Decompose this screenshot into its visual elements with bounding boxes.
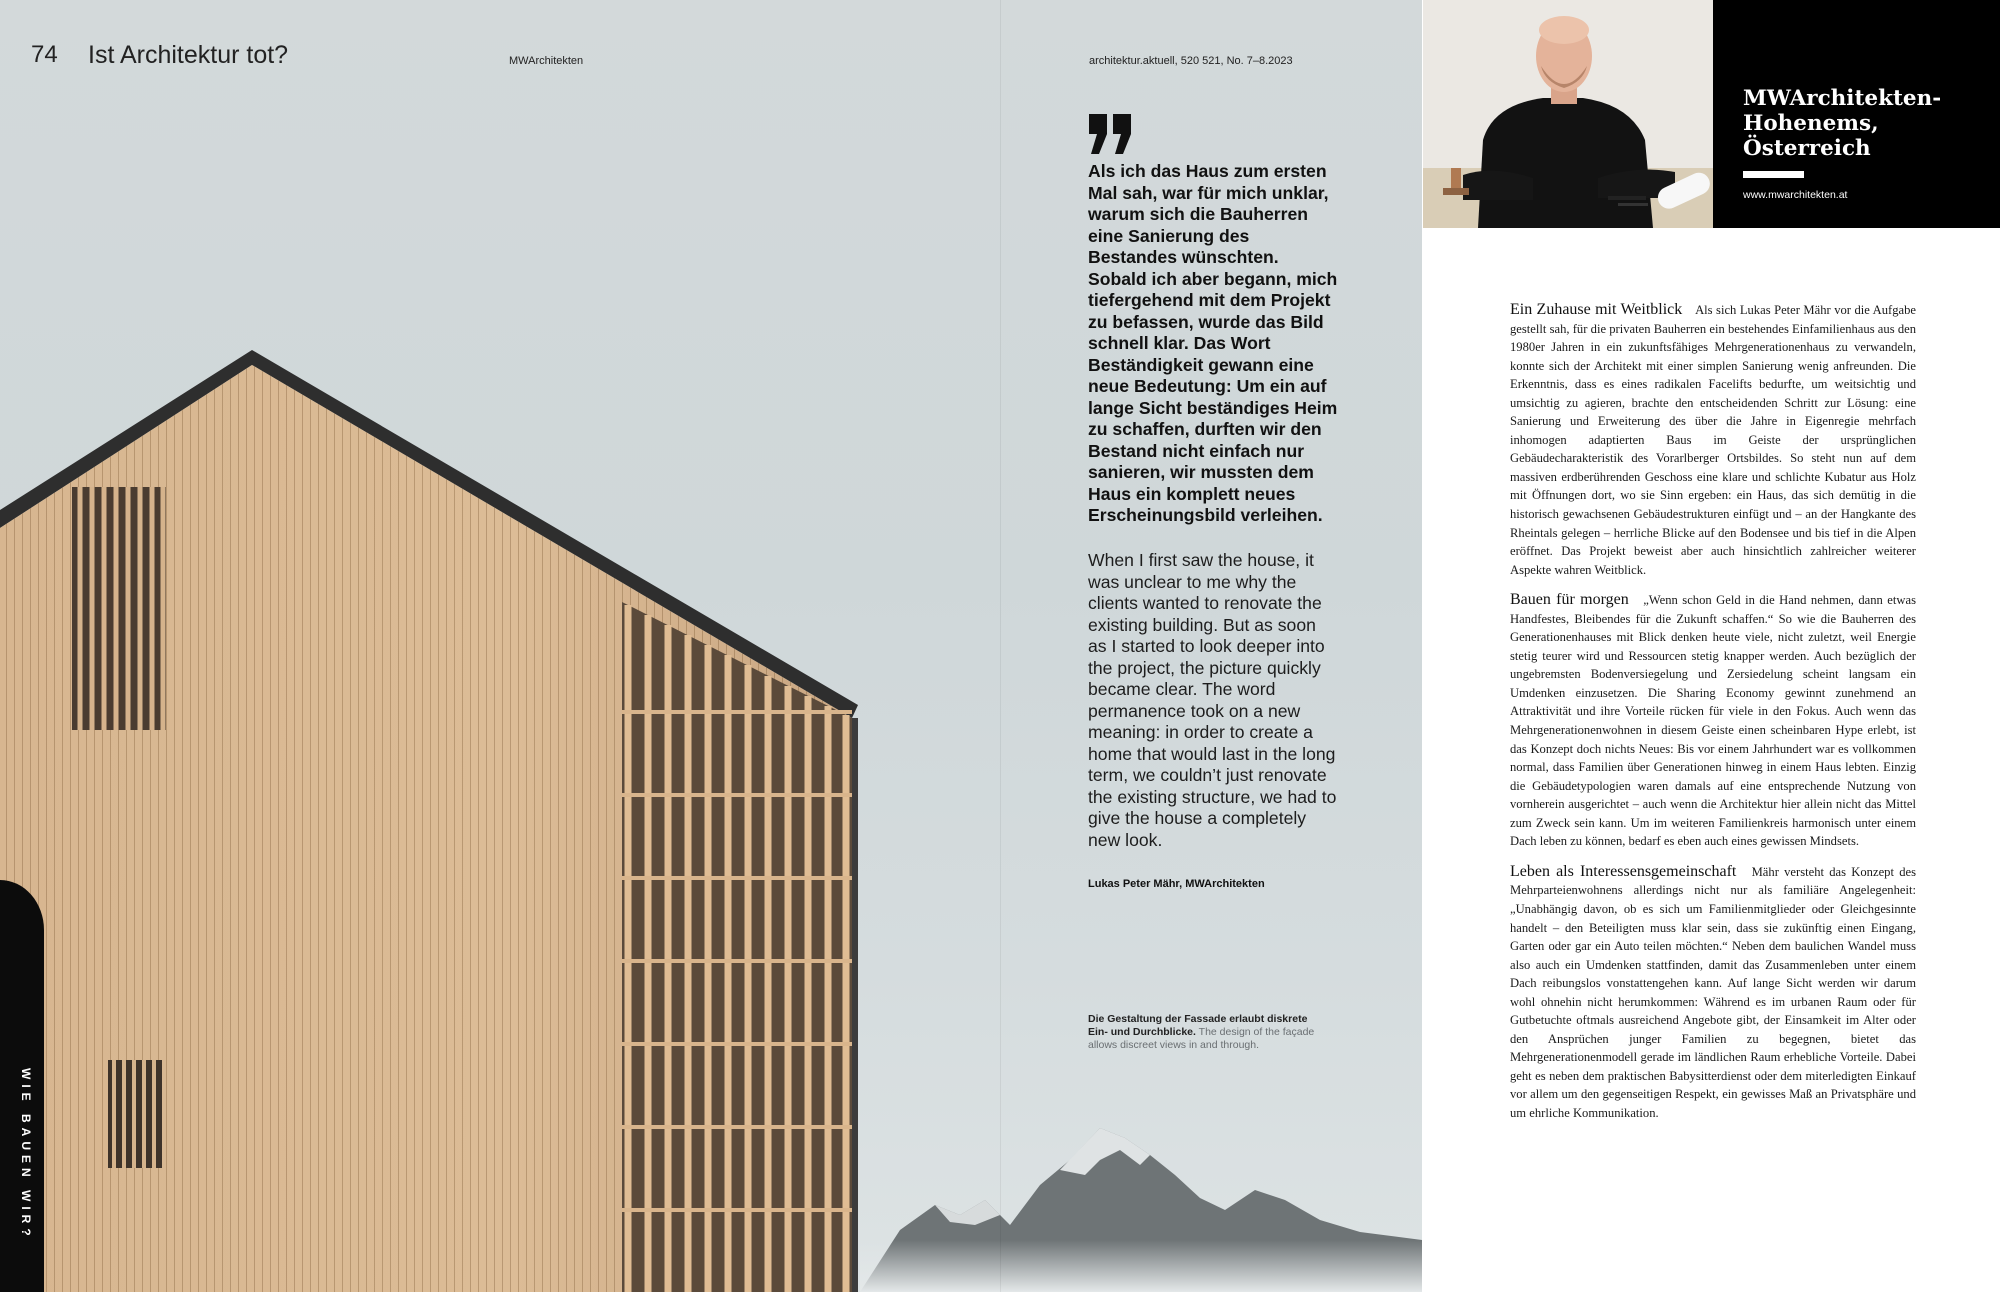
pull-quote-english: When I first saw the house, it was unclear to me why the clients wanted to renovate the existing building. But as soon as I started to look deeper into the project, the picture quickly became clear. The word permanence took on a new meaning: in order to create a home that would last in the long term, we couldn’t just renovate the existing structure, we had to give the house a completely new look. xyxy=(1088,550,1337,850)
firm-info-box xyxy=(1713,0,2000,228)
article-paragraph xyxy=(1510,591,1916,851)
spread-gutter xyxy=(1000,0,1001,1292)
firm-divider xyxy=(1743,171,1804,178)
firm-url[interactable]: www.mwarchitekten.at xyxy=(1743,189,1848,201)
firm-name-line-3: Österreich xyxy=(1743,136,1871,161)
pull-quote-german: Als ich das Haus zum ersten Mal sah, war für mich unklar, warum sich die Bauherren eine Sanierung des Bestandes wünschten. Sobald ich aber begann, mich tiefergehend mit dem Projekt zu befassen, wurde das Bild schnell klar. Das Wort Beständigkeit gewann eine neue Bedeutung: Um ein auf lange Sicht beständiges Heim zu schaffen, durften wir den Bestand nicht einfach nur sanieren, wir mussten dem Haus ein komplett neues Erscheinungsbild verleihen. xyxy=(1088,161,1338,525)
article-subheading: Ein Zuhause mit Weitblick xyxy=(1510,301,1683,318)
article-text: Mähr versteht das Konzept des Mehrparteienwohnens allerdings nicht nur als familiäre Angelegenheit: „Unabhängig davon, ob es sich um Familienmitglieder oder Gleichgesinnte handelt – den Beteiligten muss klar sein, dass sie zukünftig einen Eingang, Garten oder gar ein Auto teilen möchten.“ Neben dem baulichen Wandel muss also auch ein Umdenken stattfinden, damit das Zusammenleben unter einem Dach reibungslos vonstattengehen kann. Auf lange Sicht werden wir darum wohl ohnehin nicht herumkommen: Während es im urbanen Raum oder für Gutbetuchte oftmals ausreichend Angebote gibt, der Einsamkeit im Alter oder den Ansprüchen junger Familien zu begegnen, bietet das Mehrgenerationenmodell gerade im ländlichen Raum erhebliche Vorteile. Dabei geht es neben dem praktischen Babysitterdienst oder dem miterledigten Einkauf vor allem um den gegenseitigen Respekt, ein gewisses Maß an Privatsphäre und um ehrliche Kommunikation. xyxy=(1510,864,1916,1120)
firm-name xyxy=(1743,86,1941,161)
firm-name-line-1: MWArchitekten- xyxy=(1743,86,1942,111)
article-body xyxy=(1510,301,1916,1135)
article-paragraph xyxy=(1510,863,1916,1123)
caption-english: The design of the façade allows discreet views in and through. xyxy=(1088,1026,1315,1051)
photo-caption xyxy=(1088,1013,1328,1052)
section-title: Ist Architektur tot? xyxy=(88,41,289,69)
firm-name-line-2: Hohenems, xyxy=(1743,111,1879,136)
article-subheading: Bauen für morgen xyxy=(1510,591,1629,609)
article-text: „Wenn schon Geld in die Hand nehmen, dann etwas Handfestes, Bleibendes für die Zukunft schaffen.“ So wie die Bauherren des Generationenhauses mit Blick denken heute viele, nicht zuletzt, weil Energie stetig teurer wird und Ressourcen stetig knapper werden. Auch bezüglich der ungebremsten Bodenversiegelung und Zersiedelung scheint langsam ein Umdenken einzusetzen. Die Sharing Economy gewinnt zunehmend an Attraktivität und ihre Vorteile rücken für viele in den Fokus. Auch wenn das Mehrgenerationenwohnen in diesem Geiste einen scheinbaren Hype erlebt, ist das Konzept doch nichts Neues: Bis vor einem Jahrhundert war es vollkommen normal, dass Familien über Generationen hinweg in einem Haus lebten. Einzig die Gebäudetypologien waren damals auf eine entsprechende Nutzung von vornherein ausgerichtet – auch wenn die Architektur hier allein nicht das Mittel zum Zweck sein kann. Um im weiteren Familienkreis harmonisch unter einem Dach leben zu können, bedarf es eben auch eines gewissen Mindsets. xyxy=(1510,593,1916,849)
issue-info: architektur.aktuell, 520 521, No. 7–8.2023 xyxy=(1089,55,1293,67)
article-paragraph xyxy=(1510,301,1916,579)
quote-mark-icon xyxy=(1087,112,1135,156)
section-tab-label: WIE BAUEN WIR? xyxy=(19,1068,33,1241)
running-head: MWArchitekten xyxy=(509,55,584,67)
article-text: Als sich Lukas Peter Mähr vor die Aufgabe gestellt sah, für die privaten Bauherren ein bestehendes Einfamilienhaus aus den 1980er Jahren in ein zukunftsfähiges Mehrgenerationenhaus zu verwandeln, konnte sich der Architekt mit einer simplen Sanierung wenig anfreunden. Die Erkenntnis, dass es eines radikalen Facelifts bedurfte, um weitsichtig und umsichtig zu agieren, brachte den entscheidenden Schritt zur Lösung: eine Sanierung und Erweiterung des über die Jahre in Eigenregie mehrfach inhomogen adaptierten Baus im Geiste der ursprünglichen Gebäudecharakteristik des Vorarlberger Ortsbildes. So steht nun auf dem massiven erdberührenden Geschoss eine klare und schlichte Kubatur aus Holz mit Öffnungen dort, wo sie Sinn ergeben: ein Haus, das sich demütig in die historisch gewachsenen Gebäudestrukturen einfügt und – an der Hangkante des Rheintals gelegen – herrliche Blicke auf den Bodensee und bis tief in die Alpen eröffnet. Das Projekt beweist aber auch hinsichtlich zahlreicher weiterer Aspekte wahren Weitblick. xyxy=(1510,303,1916,577)
architect-portrait xyxy=(1423,0,1713,228)
page-number: 74 xyxy=(31,41,58,68)
caption-german: Die Gestaltung der Fassade erlaubt diskrete Ein- und Durchblicke. xyxy=(1088,1013,1308,1038)
article-subheading: Leben als Interessensgemeinschaft xyxy=(1510,862,1737,880)
portrait-illustration xyxy=(1423,0,1713,228)
quote-attribution: Lukas Peter Mähr, MWArchitekten xyxy=(1088,878,1265,890)
